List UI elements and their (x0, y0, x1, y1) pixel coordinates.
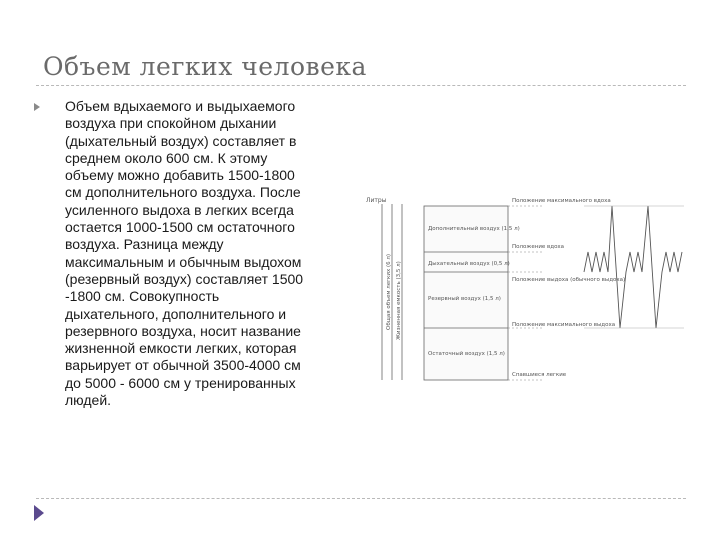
compartment-label-tidal: Дыхательный воздух (0,5 л) (428, 261, 510, 267)
position-label-collapsed: Спавшиеся легкие (512, 372, 567, 378)
body-line: резервного воздуха, носит название (65, 322, 301, 339)
body-line: людей. (65, 392, 112, 409)
title-divider (36, 85, 686, 86)
position-label-exhale: Положение выдоха (обычного выдоха) (512, 277, 626, 283)
body-line: (дыхательный воздух) составляет в (65, 132, 297, 149)
body-line: среднем около 600 см. К этому (65, 149, 268, 166)
body-line: Объем вдыхаемого и выдыхаемого (65, 98, 296, 114)
body-line: воздуха. Разница между (65, 236, 224, 253)
position-label-max-exhale: Положение максимального выдоха (512, 322, 616, 328)
body-line: до 5000 - 6000 см у тренированных (65, 374, 296, 391)
body-line: (резервный воздух) составляет 1500 (65, 270, 304, 287)
figure-vertical-label-vital: Жизненная емкость (3,5 л) (396, 261, 402, 340)
body-line: дыхательного, дополнительного и (65, 305, 287, 322)
body-line: варьирует от обычной 3500-4000 см (65, 357, 301, 374)
figure-corner-label: Литры (366, 197, 387, 204)
position-label-inhale: Положение вдоха (512, 244, 565, 250)
body-line: объему можно добавить 1500-1800 (65, 167, 295, 184)
compartment-label-residual: Остаточный воздух (1,5 л) (428, 351, 505, 357)
position-label-max-inhale: Положение максимального вдоха (512, 198, 611, 204)
body-line: см дополнительного воздуха. После (65, 184, 301, 201)
body-line: максимальным и обычным выдохом (65, 253, 302, 270)
slide-title: Объем легких человека (43, 52, 367, 81)
body-line: воздуха при спокойном дыхании (65, 115, 277, 132)
figure-vertical-label-total: Общая объем легких (6 л) (386, 254, 392, 330)
body-line: жизненной емкости легких, которая (65, 340, 297, 357)
body-line: усиленного выдоха в легких всегда (65, 201, 294, 218)
footer-divider (36, 498, 686, 499)
breathing-trace (584, 206, 682, 328)
navigation-arrow-icon[interactable] (34, 505, 44, 521)
compartment-label-additional: Дополнительный воздух (1,5 л) (428, 226, 520, 232)
body-line: -1800 см. Совокупность (65, 288, 220, 305)
bullet-arrow-icon (34, 103, 40, 111)
lung-volume-figure (362, 190, 692, 390)
body-line: остается 1000-1500 см остаточного (65, 219, 295, 236)
compartment-label-reserve: Резервный воздух (1,5 л) (428, 296, 501, 302)
body-paragraph (65, 98, 355, 409)
